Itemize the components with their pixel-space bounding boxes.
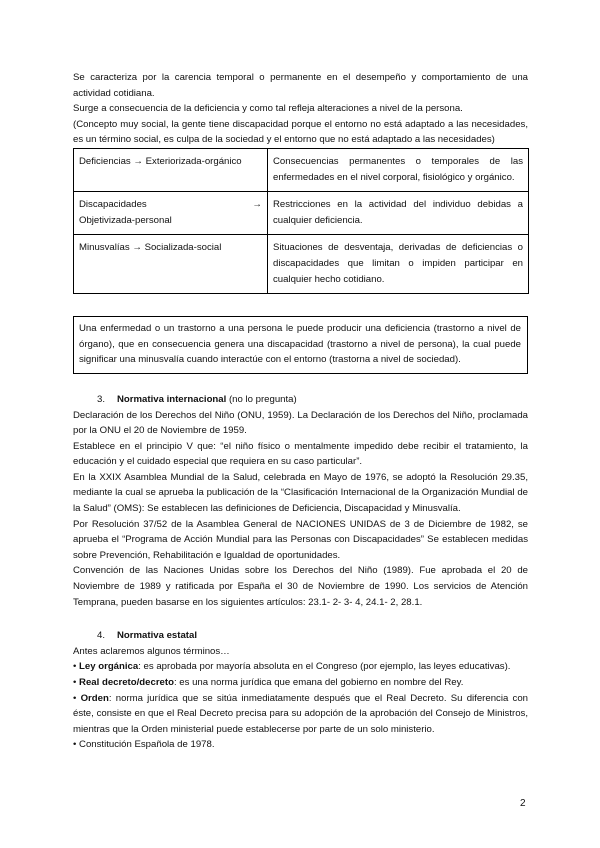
section-3-paragraph: Declaración de los Derechos del Niño (ONU, 1959). La Declaración de los Derechos del Niño, proclamada por la ONU el 20 de Noviembre de 1959. xyxy=(73,409,528,437)
table-cell xyxy=(74,192,268,235)
table-cell: Deficiencias → Exteriorizada-orgánico xyxy=(74,148,268,191)
table-row xyxy=(74,192,529,235)
table-cell-term: Objetivizada-personal xyxy=(79,214,172,226)
list-item: • Orden: norma jurídica que se sitúa inmediatamente después que el Real Decreto. Su diferencia con éste, consiste en que el Real Decreto precisa para su adopción de la aprobación del Consejo de Ministros, mientras que la Orden ministerial puede establecerse por parte de un solo ministerio. xyxy=(73,692,528,735)
intro-paragraph-3: (Concepto muy social, la gente tiene discapacidad porque el entorno no está adaptado a las necesidades, es un término social, es culpa de la sociedad y el entorno que no está adaptado a las necesidades) xyxy=(73,118,528,146)
page-number: 2 xyxy=(520,798,526,809)
section-3-paragraph: En la XXIX Asamblea Mundial de la Salud, celebrada en Mayo de 1976, se adoptó la Resolución 29.35, mediante la cual se aprueba la publicación de la “Clasificación Internacional de la Organización Mundial de la Salud” (OMS): Se establecen las definiciones de Deficiencia, Discapacidad y Minusvalía. xyxy=(73,471,528,515)
intro-paragraph-1: Se caracteriza por la carencia temporal o permanente en el desempeño y comportamiento de una actividad cotidiana. xyxy=(73,72,528,99)
table-cell: Restricciones en la actividad del individuo debidas a cualquier deficiencia. xyxy=(268,192,529,235)
table-cell: Situaciones de desventaja, derivadas de deficiencias o discapacidades que limitan o impiden participar en cualquier hecho cotidiano. xyxy=(268,235,529,294)
arrow-icon: → xyxy=(252,199,262,211)
bullet-icon: • xyxy=(73,677,77,688)
section-3-paragraph: Establece en el principio V que: “el niño físico o mentalmente impedido debe recibir el tratamiento, la educación y el cuidado especial que requiera en su caso particular”. xyxy=(73,440,528,468)
section-4-intro: Antes aclaremos algunos términos… xyxy=(73,645,230,657)
bullet-icon: • xyxy=(73,692,77,704)
section-3-paragraph: Por Resolución 37/52 de la Asamblea General de NACIONES UNIDAS de 3 de Diciembre de 1982, se aprueba el “Programa de Acción Mundial para las Personas con Discapacidades” Se establecen medidas sobre Prevención, Rehabilitación e Igualdad de oportunidades. xyxy=(73,518,528,561)
list-item: • Real decreto/decreto: es una norma jurídica que emana del gobierno en nombre del Rey. xyxy=(73,677,464,688)
classification-table xyxy=(73,148,529,294)
section-4-heading: 4. Normativa estatal xyxy=(97,630,197,642)
table-cell: Consecuencias permanentes o temporales de las enfermedades en el nivel corporal, fisiológico y orgánico. xyxy=(268,148,529,191)
table-row xyxy=(74,235,529,294)
section-3-heading: 3. Normativa internacional (no lo pregunta) xyxy=(97,393,297,405)
boxed-note: Una enfermedad o un trastorno a una persona le puede producir una deficiencia (trastorno a nivel de órgano), que en consecuencia genera una discapacidad (trastorno a nivel de persona), la cual puede significar una minusvalía cuando interactúe con el entorno (trastorna a nivel de sociedad). xyxy=(73,316,528,374)
list-item: • Ley orgánica: es aprobada por mayoría absoluta en el Congreso (por ejemplo, las leyes educativas). xyxy=(73,661,511,673)
intro-paragraph-2: Surge a consecuencia de la deficiencia y como tal refleja alteraciones a nivel de la persona. xyxy=(73,103,463,115)
document-page xyxy=(73,70,528,753)
table-cell: Minusvalías → Socializada-social xyxy=(74,235,268,294)
section-3-paragraph: Convención de las Naciones Unidas sobre los Derechos del Niño (1989). Fue aprobada el 20 de Noviembre de 1989 y ratificada por España el 30 de Noviembre de 1990. Los servicios de Atención Temprana, pueden basarse en los siguientes artículos: 23.1- 2- 3- 4, 24.1- 2, 28.1. xyxy=(73,565,528,608)
bullet-icon: • xyxy=(73,739,77,751)
list-item: • Constitución Española de 1978. xyxy=(73,739,215,751)
bullet-icon: • xyxy=(73,661,77,673)
table-row xyxy=(74,148,529,191)
table-cell-term: Discapacidades xyxy=(79,199,147,211)
